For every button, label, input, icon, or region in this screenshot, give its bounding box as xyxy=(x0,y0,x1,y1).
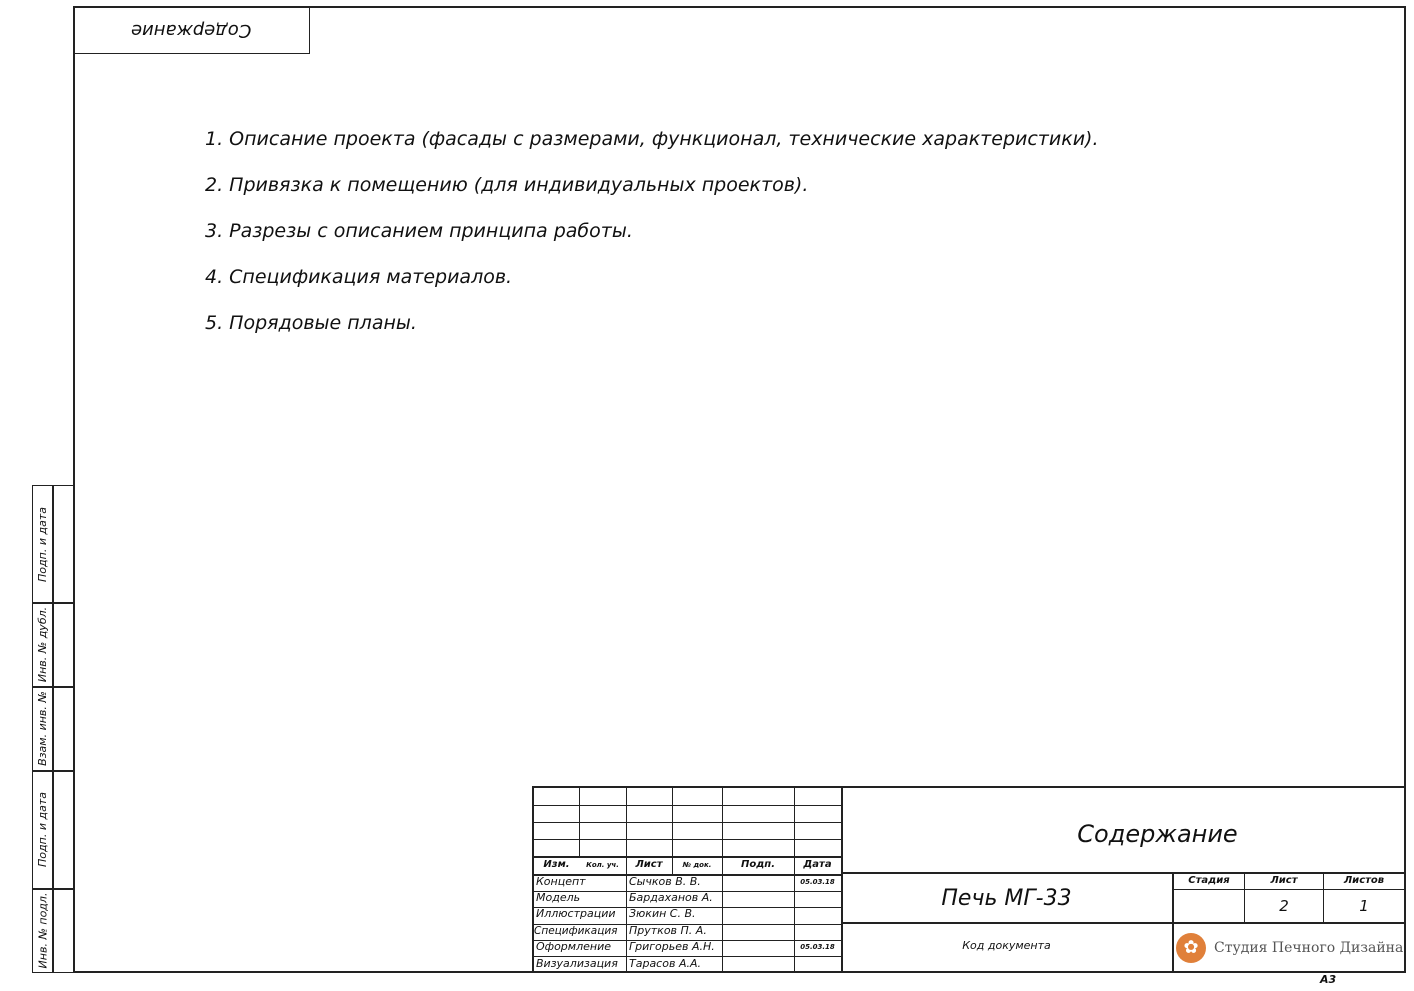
side-strip-cell: Инв. № дубл. xyxy=(36,606,50,682)
sheet-format: А3 xyxy=(1320,973,1337,986)
sheet-label: Лист xyxy=(1270,875,1298,886)
doc-title: Содержание xyxy=(1077,820,1238,848)
corner-title-stamp xyxy=(73,6,310,54)
name-cell: Прутков П. А. xyxy=(629,924,707,937)
role-cell: Спецификация xyxy=(534,925,618,937)
list-item: 1. Описание проекта (фасады с размерами, функционал, технические характеристики). xyxy=(205,128,1099,150)
sheets-label: Листов xyxy=(1343,875,1385,886)
flame-logo-icon: ✿ xyxy=(1176,933,1206,963)
corner-title-text: Содержание xyxy=(131,19,252,41)
header-list: Лист xyxy=(635,859,663,870)
role-cell: Концепт xyxy=(536,875,586,888)
date-cell: 05.03.18 xyxy=(800,943,835,951)
sheet-value: 2 xyxy=(1279,897,1289,915)
side-strip-cell: Инв. № подл. xyxy=(36,892,50,968)
list-item: 2. Привязка к помещению (для индивидуальных проектов). xyxy=(205,174,809,196)
side-strip xyxy=(32,485,74,973)
list-item: 5. Порядовые планы. xyxy=(205,312,417,334)
name-cell: Тарасов А.А. xyxy=(629,957,701,970)
header-izm: Изм. xyxy=(543,859,570,870)
list-item: 3. Разрезы с описанием принципа работы. xyxy=(205,220,633,242)
role-cell: Модель xyxy=(536,891,581,904)
side-strip-cell: Взам. инв. № xyxy=(36,690,49,766)
side-strip-cell: Подп. и дата xyxy=(36,506,49,582)
name-cell: Бардаханов А. xyxy=(629,891,713,904)
header-doc-no: № док. xyxy=(682,861,712,869)
sheets-value: 1 xyxy=(1359,897,1369,915)
name-cell: Григорьев А.Н. xyxy=(629,940,715,953)
role-cell: Оформление xyxy=(536,940,611,953)
doc-code-label: Код документа xyxy=(962,939,1051,952)
date-cell: 05.03.18 xyxy=(800,878,835,886)
company-logo xyxy=(1176,930,1404,966)
header-date: Дата xyxy=(803,859,832,870)
contents-list xyxy=(205,128,1099,358)
stage-label: Стадия xyxy=(1188,875,1230,886)
stage-value xyxy=(1174,891,1244,921)
list-item: 4. Спецификация материалов. xyxy=(205,266,513,288)
product-name: Печь МГ-33 xyxy=(941,886,1072,911)
name-cell: Зюкин С. В. xyxy=(629,907,696,920)
title-block xyxy=(532,786,1406,973)
role-cell: Иллюстрации xyxy=(536,907,616,920)
side-strip-cell: Подп. и дата xyxy=(36,791,49,867)
header-podp: Подп. xyxy=(740,859,776,870)
name-cell: Сычков В. В. xyxy=(629,875,701,888)
company-name: Студия Печного Дизайна xyxy=(1214,940,1404,956)
role-cell: Визуализация xyxy=(536,957,618,970)
header-kol-uch: Кол. уч. xyxy=(586,861,619,869)
